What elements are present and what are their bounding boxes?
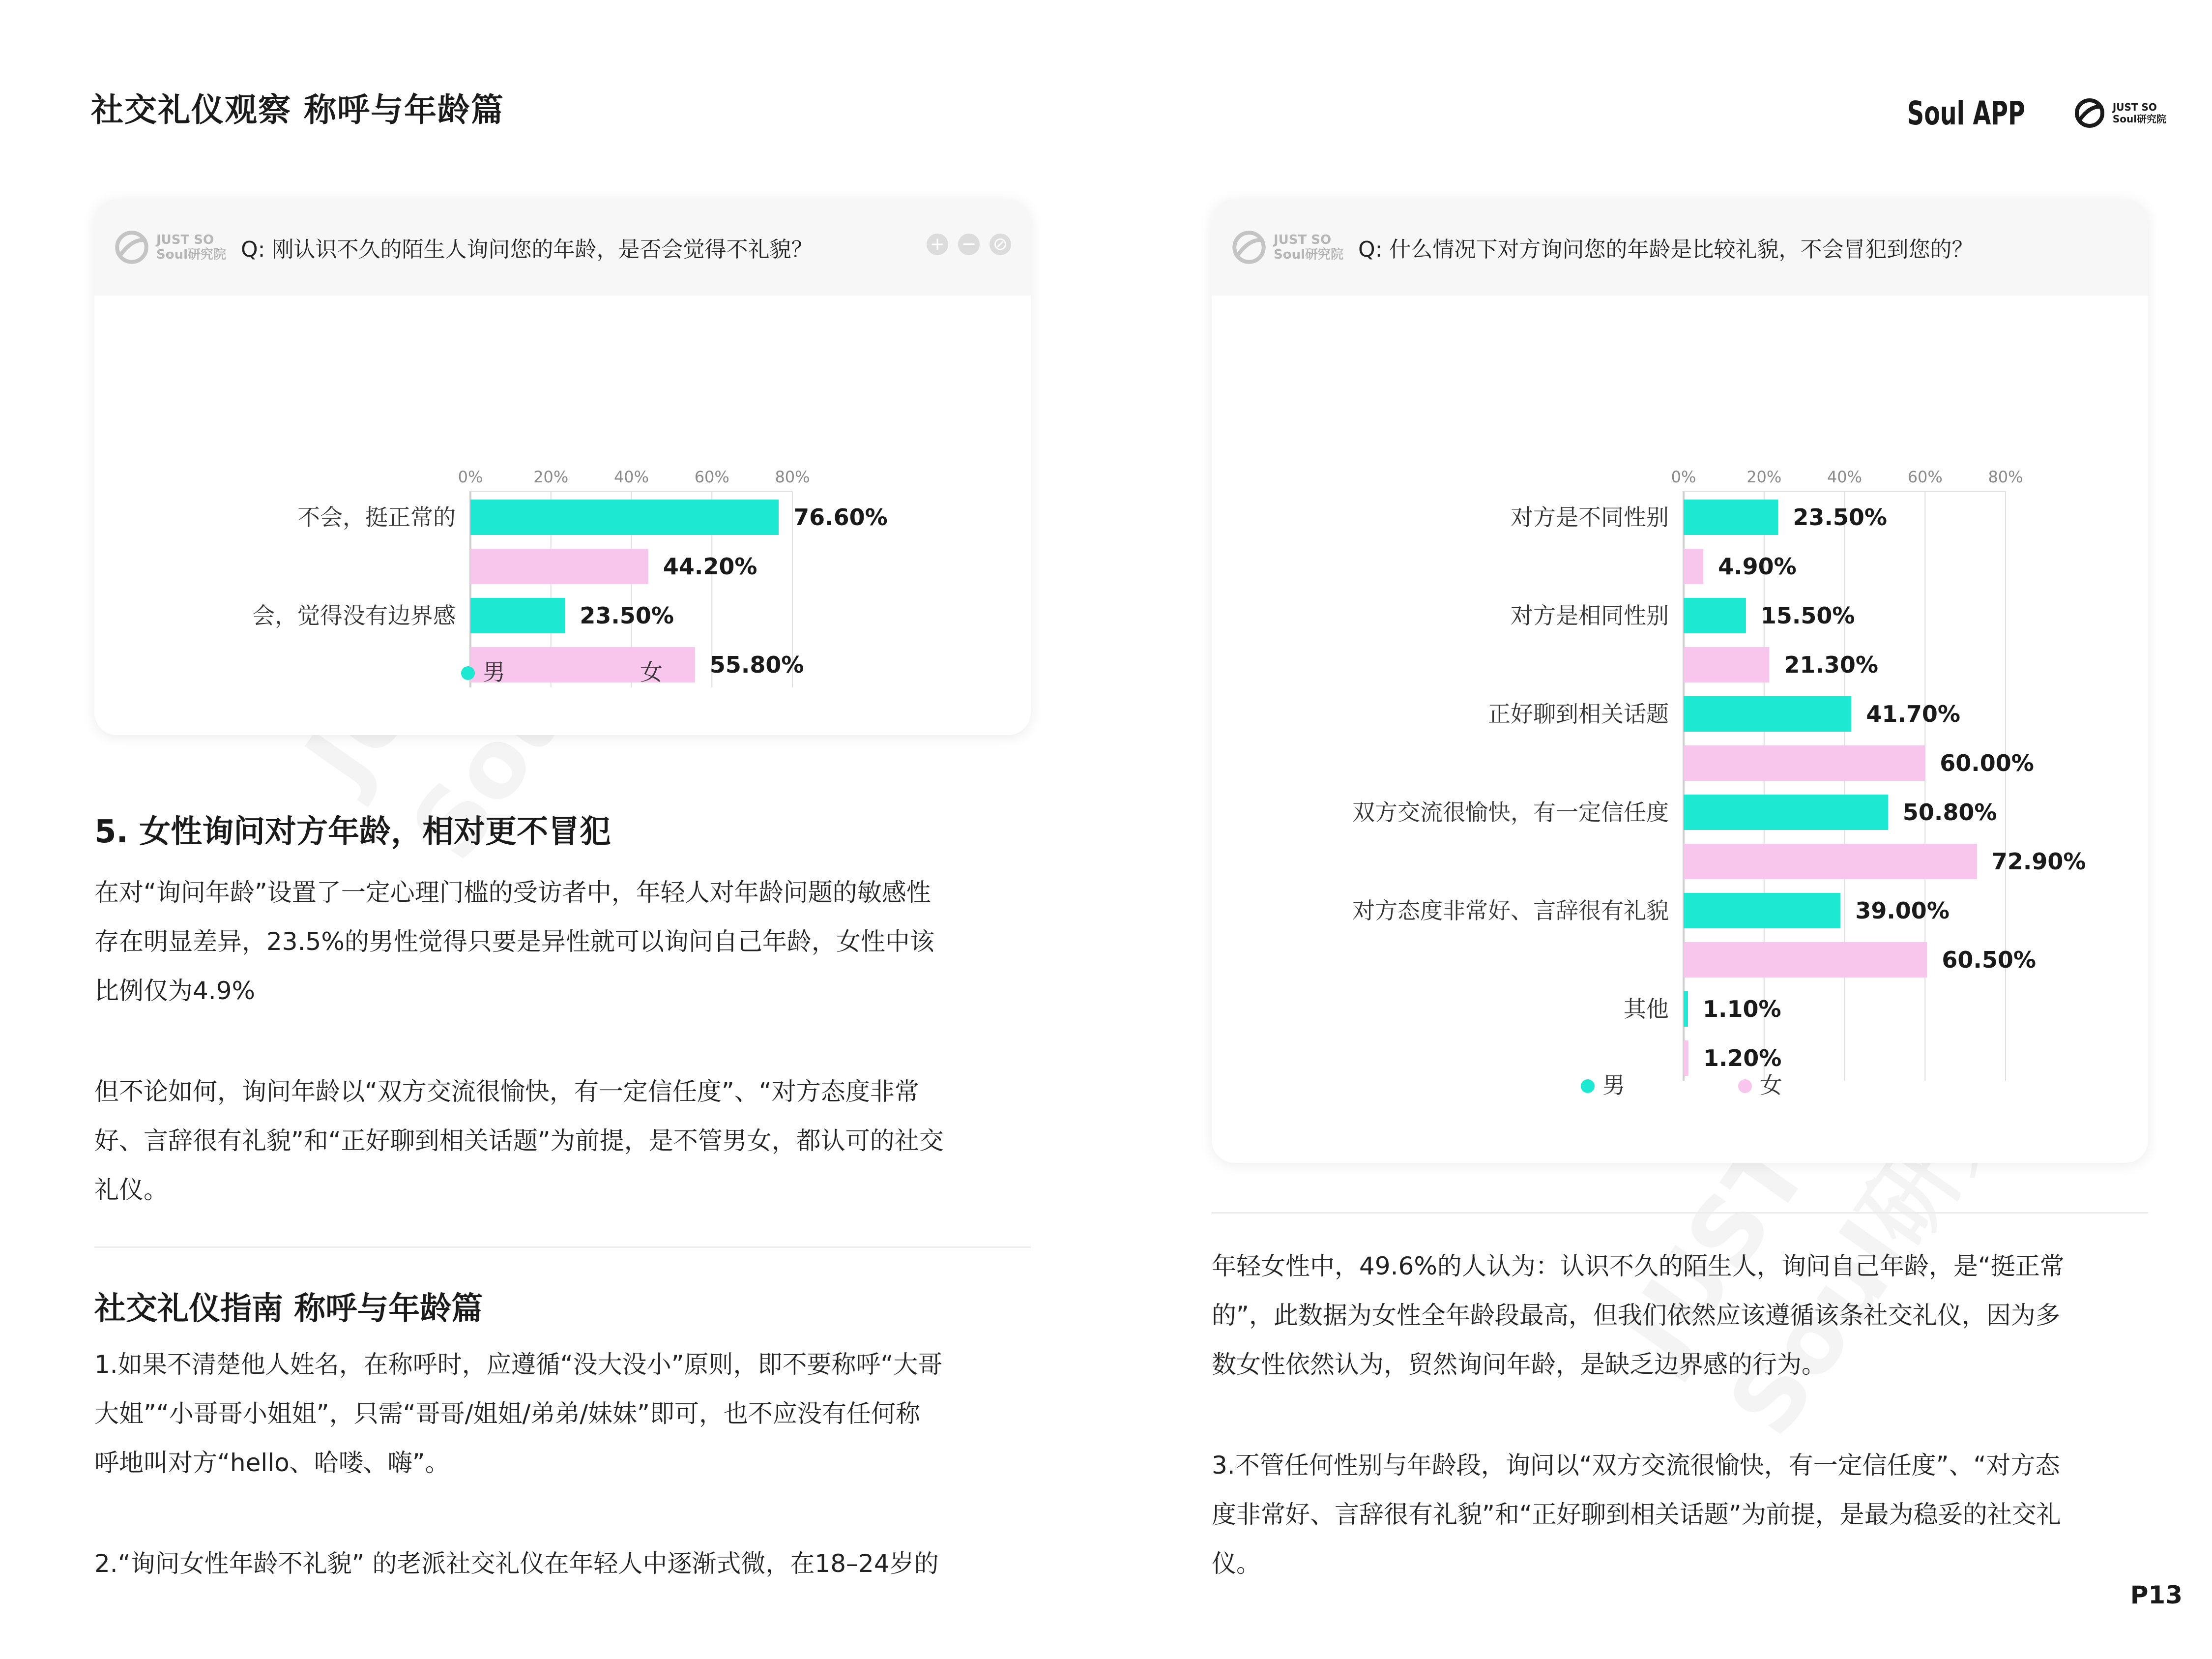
page-number: P13 [2130,1581,2183,1609]
section-heading-5: 5. 女性询问对方年龄，相对更不冒犯 [94,814,611,850]
card-header [94,199,1031,296]
bar-female [1684,1040,1688,1076]
tick-label: 40% [613,468,649,486]
category-label: 正好聊到相关话题 [1488,701,1669,727]
legend-marker [1581,1079,1595,1093]
slash-icon[interactable]: ⊘ [990,234,1011,255]
paragraph: 在对“询问年龄”设置了一定心理门槛的受访者中，年轻人对年龄问题的敏感性 存在明显差异，23.5%的男性觉得只要是异性就可以询问自己年龄，女性中该 比例仅为4.9% [94,878,934,1005]
plus-icon[interactable]: + [927,234,948,255]
tick-label: 0% [1671,468,1696,486]
data-label: 1.20% [1703,1045,1782,1071]
data-label: 21.30% [1784,652,1878,678]
category-label: 对方态度非常好、言辞很有礼貌 [1352,897,1669,924]
bar-female [1684,647,1769,682]
page-title: 社交礼仪观察 称呼与年龄篇 [91,91,504,129]
legend-marker [618,666,632,680]
category-label: 双方交流很愉快，有一定信任度 [1352,799,1669,826]
paragraph: 但不论如何，询问年龄以“双方交流很愉快，有一定信任度”、“对方态度非常 好、言辞很有礼貌”和“正好聊到相关话题”为前提，是不管男女，都认可的社交 礼仪。 [94,1077,944,1204]
data-label: 44.20% [663,553,757,580]
brand-app-name: Soul APP [1907,94,2025,132]
category-label: 不会，挺正常的 [297,504,456,531]
chart-question: Q: 刚认识不久的陌生人询问您的年龄，是否会觉得不礼貌？ [241,237,813,262]
soul-logo-icon [112,228,151,267]
bar-chart-right [1212,296,2148,1163]
data-label: 4.90% [1718,553,1797,580]
bar-male [470,598,565,633]
bar-female [1684,844,1977,879]
brand-logo-line2: Soul研究院 [2112,113,2167,125]
brand-logo-line1: JUST SO [2112,101,2157,113]
divider [94,1246,1031,1248]
card-logo: JUST SO Soul研究院 [1229,228,1343,267]
bar-male [1684,598,1746,633]
legend-label: 男 [1602,1072,1625,1098]
bar-female [1684,745,1925,781]
data-label: 55.80% [709,652,804,678]
data-label: 60.50% [1942,947,2036,973]
legend-label: 男 [483,659,505,685]
paragraph: 3.不管任何性别与年龄段，询问以“双方交流很愉快，有一定信任度”、“对方态 度非常好、言辞很有礼貌”和“正好聊到相关话题”为前提，是最为稳妥的社交礼 仪。 [1212,1451,2061,1578]
chart-card-left [94,199,1031,735]
tick-label: 80% [775,468,810,486]
card-logo: JUST SO Soul研究院 [112,228,226,267]
data-label: 39.00% [1855,897,1950,924]
brand-logo [2072,96,2166,130]
paragraph: 2.“询问女性年龄不礼貌” 的老派社交礼仪在年轻人中逐渐式微，在18–24岁的 [94,1549,939,1578]
bar-female [470,549,648,584]
paragraph: 1.如果不清楚他人姓名，在称呼时，应遵循“没大没小”原则，即不要称呼“大哥 大姐”“小哥哥小姐姐”，只需“哥哥/姐姐/弟弟/妹妹”即可，也不应没有任何称 呼地叫对方“hello、哈喽、嗨”。 [94,1350,943,1477]
tick-label: 20% [1746,468,1782,486]
tick-label: 80% [1988,468,2023,486]
bar-chart-left [94,296,1031,735]
category-label: 对方是相同性别 [1511,602,1669,629]
data-label: 23.50% [580,602,674,629]
bar-female [1684,549,1703,584]
guide-heading: 社交礼仪指南 称呼与年龄篇 [94,1291,483,1327]
tick-label: 20% [533,468,569,486]
tick-label: 60% [1907,468,1943,486]
bar-male [1684,991,1688,1027]
legend-marker [1738,1079,1752,1093]
bar-male [1684,795,1888,830]
bar-male [1684,696,1851,732]
data-label: 60.00% [1940,750,2034,776]
category-label: 其他 [1624,996,1669,1022]
bar-female [1684,942,1927,978]
bar-male [1684,893,1840,928]
tick-label: 40% [1827,468,1863,486]
category-label: 对方是不同性别 [1511,504,1669,531]
data-label: 41.70% [1866,701,1961,727]
data-label: 23.50% [1793,504,1887,531]
minus-icon[interactable]: − [958,234,980,255]
legend-label: 女 [640,659,663,685]
divider [1212,1212,2148,1214]
card-header [1212,199,2148,296]
window-controls [927,234,1011,255]
category-label: 会，觉得没有边界感 [252,602,456,629]
data-label: 15.50% [1760,602,1855,629]
tick-label: 0% [458,468,483,486]
soul-logo-icon [1229,228,1269,267]
tick-label: 60% [694,468,729,486]
bar-male [470,500,779,535]
data-label: 1.10% [1703,996,1781,1022]
data-label: 50.80% [1902,799,1997,826]
paragraph: 年轻女性中，49.6%的人认为：认识不久的陌生人，询问自己年龄，是“挺正常 的”，此数据为女性全年龄段最高，但我们依然应该遵循该条社交礼仪，因为多 数女性依然认为，贸然询问年龄，是缺乏边界感的行为。 [1212,1252,2065,1379]
data-label: 76.60% [793,504,888,531]
chart-card-right [1212,199,2148,1163]
legend-label: 女 [1760,1072,1782,1098]
brand [1907,91,2166,135]
soul-logo-icon [2072,96,2107,130]
bar-male [1684,500,1778,535]
data-label: 72.90% [1991,848,2086,875]
chart-question: Q: 什么情况下对方询问您的年龄是比较礼貌，不会冒犯到您的？ [1358,237,1974,262]
legend-marker [461,666,475,680]
